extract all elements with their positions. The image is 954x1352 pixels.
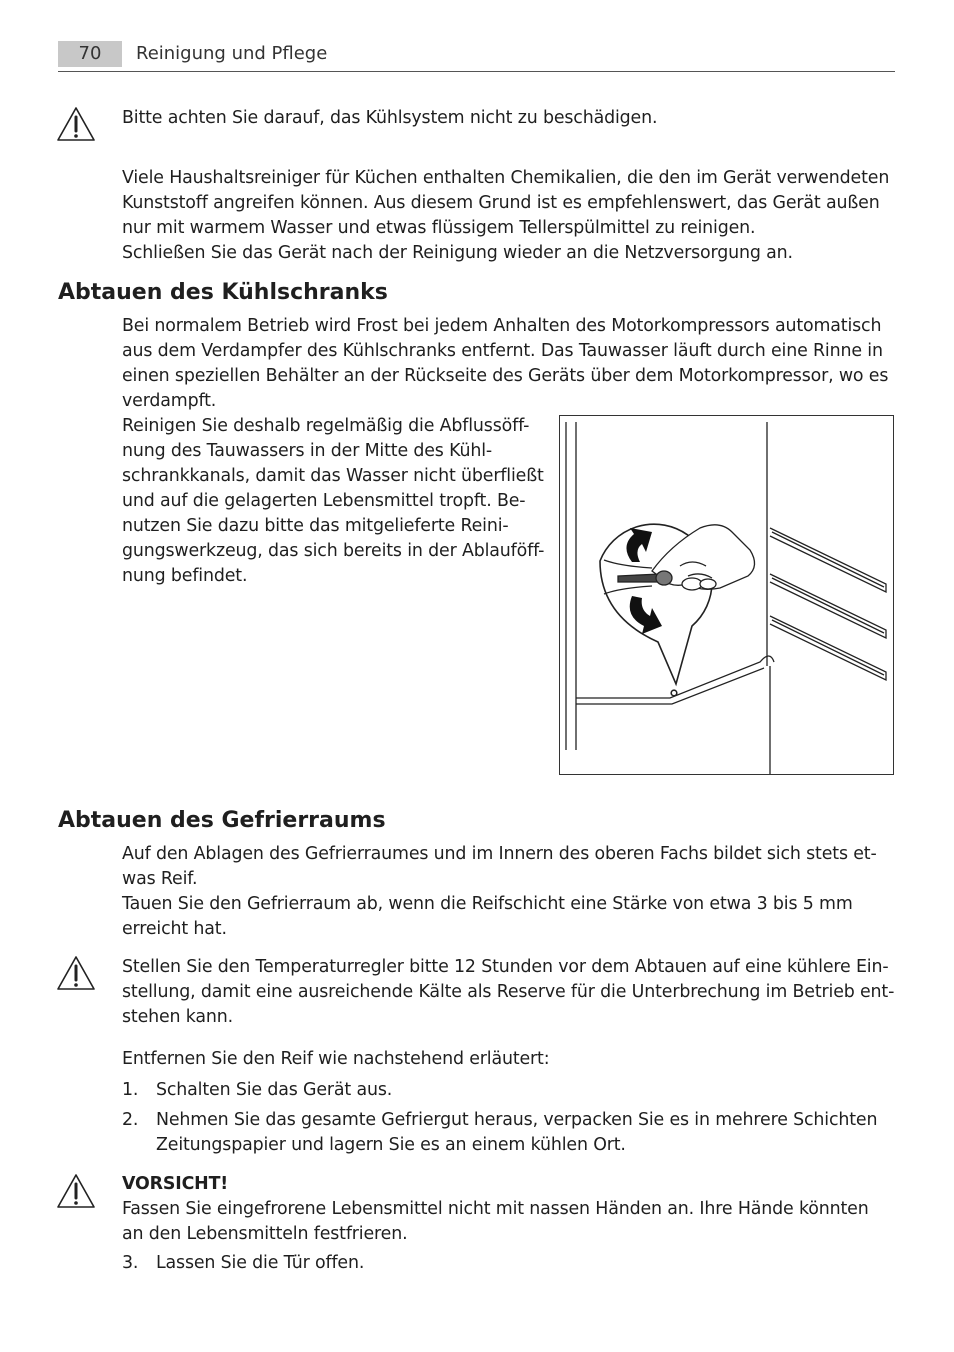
paragraph-line: verdampft.: [122, 391, 217, 411]
page-number: 70: [58, 41, 122, 67]
section1-paragraph-2: [122, 414, 552, 589]
defrost-drain-illustration: [559, 415, 894, 775]
paragraph-line: Auf den Ablagen des Gefrierraumes und im Innern des oberen Fachs bildet sich stets et-: [122, 844, 877, 864]
list-item: [156, 1108, 896, 1158]
list-item: Schalten Sie das Gerät aus.: [156, 1080, 393, 1100]
caution-line: Fassen Sie eingefrorene Lebensmittel nicht mit nassen Händen an. Ihre Hände könnten: [122, 1199, 869, 1219]
intro-line: Viele Haushaltsreiniger für Küchen enthalten Chemikalien, die den im Gerät verwendeten: [122, 168, 890, 188]
paragraph-line: Bei normalem Betrieb wird Frost bei jedem Anhalten des Motorkompressors automatisch: [122, 316, 882, 336]
list-item-line: Nehmen Sie das gesamte Gefriergut heraus, verpacken Sie es in mehrere Schichten: [156, 1110, 878, 1130]
warning-triangle-icon: [56, 106, 96, 142]
section-title: Reinigung und Pflege: [136, 43, 328, 64]
warning-triangle-icon: [56, 1173, 96, 1209]
paragraph-line: nutzen Sie dazu bitte das mitgelieferte Reini-: [122, 516, 509, 536]
header-rule: [58, 71, 895, 72]
warning-text-block: [122, 955, 896, 1030]
paragraph-line: Tauen Sie den Gefrierraum ab, wenn die Reifschicht eine Stärke von etwa 3 bis 5 mm: [122, 894, 853, 914]
warning-line: stehen kann.: [122, 1007, 234, 1027]
paragraph-line: was Reif.: [122, 869, 198, 889]
paragraph-line: schrankkanals, damit das Wasser nicht überfließt: [122, 466, 544, 486]
intro-paragraph: [122, 166, 896, 266]
list-item: Lassen Sie die Tür offen.: [156, 1253, 365, 1273]
paragraph-line: Reinigen Sie deshalb regelmäßig die Abflussöff-: [122, 416, 530, 436]
paragraph-line: nung befindet.: [122, 566, 248, 586]
paragraph-line: und auf die gelagerten Lebensmittel tropft. Be-: [122, 491, 526, 511]
section2-paragraph: [122, 842, 896, 942]
section-heading: Abtauen des Gefrierraums: [58, 808, 386, 833]
fridge-drain-drawing: [560, 416, 893, 774]
warning-line: Stellen Sie den Temperaturregler bitte 12 Stunden vor dem Abtauen auf eine kühlere Ein-: [122, 957, 889, 977]
paragraph-line: erreicht hat.: [122, 919, 227, 939]
paragraph-line: gungswerkzeug, das sich bereits in der Ablauföff-: [122, 541, 545, 561]
list-number: 3.: [122, 1253, 139, 1273]
warning-triangle-icon: [56, 955, 96, 991]
caution-line: an den Lebensmitteln festfrieren.: [122, 1224, 408, 1244]
list-number: 2.: [122, 1110, 139, 1130]
paragraph-line: nung des Tauwassers in der Mitte des Kühl-: [122, 441, 493, 461]
intro-line: Kunststoff angreifen können. Aus diesem Grund ist es empfehlenswert, das Gerät außen: [122, 193, 880, 213]
caution-title: VORSICHT!: [122, 1174, 229, 1194]
section1-paragraph: [122, 314, 896, 414]
list-item-line: Zeitungspapier und lagern Sie es an einem kühlen Ort.: [156, 1135, 626, 1155]
paragraph-line: einen speziellen Behälter an der Rückseite des Geräts über dem Motorkompressor, wo es: [122, 366, 889, 386]
intro-line: Schließen Sie das Gerät nach der Reinigung wieder an die Netzversorgung an.: [122, 243, 793, 263]
intro-line: nur mit warmem Wasser und etwas flüssigem Tellerspülmittel zu reinigen.: [122, 218, 756, 238]
list-number: 1.: [122, 1080, 139, 1100]
paragraph-line: aus dem Verdampfer des Kühlschranks entfernt. Das Tauwasser läuft durch eine Rinne in: [122, 341, 883, 361]
section-heading: Abtauen des Kühlschranks: [58, 280, 388, 305]
warning-text: Bitte achten Sie darauf, das Kühlsystem nicht zu beschädigen.: [122, 108, 658, 128]
steps-intro: Entfernen Sie den Reif wie nachstehend erläutert:: [122, 1049, 550, 1069]
caution-block: [122, 1172, 896, 1247]
warning-line: stellung, damit eine ausreichende Kälte als Reserve für die Unterbrechung im Betrieb ent-: [122, 982, 895, 1002]
